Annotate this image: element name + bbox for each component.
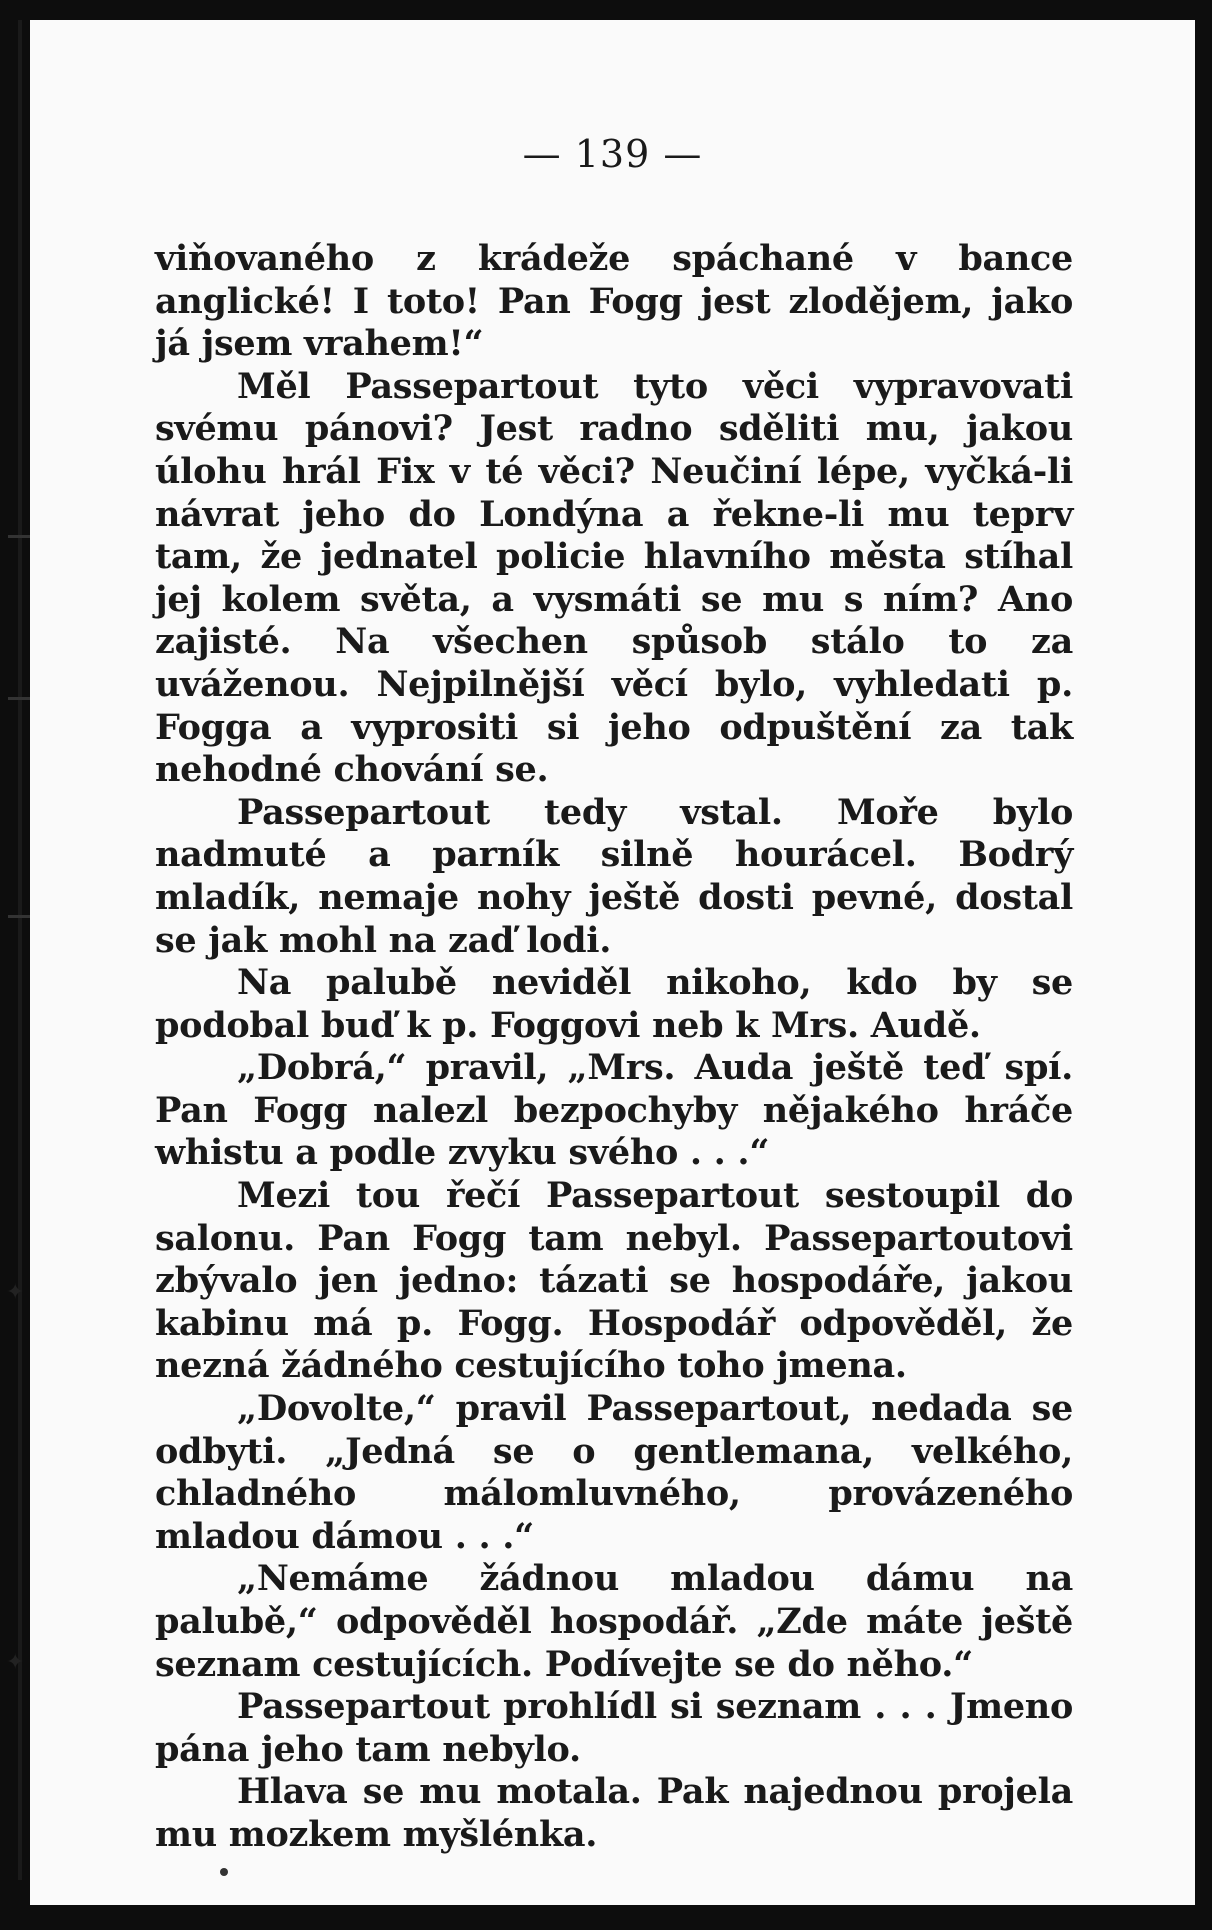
paragraph: Na palubě neviděl nikoho, kdo by se podobal buď k p. Foggovi neb k Mrs. Audě. xyxy=(155,962,1073,1046)
paragraph: Mezi tou řečí Passepartout sestoupil do salonu. Pan Fogg tam nebyl. Passepartoutovi zbývalo jen jedno: tázati se hospodáře, jakou kabinu má p. Fogg. Hospodář odpověděl, že nezná žádného cestujícího toho jmena. xyxy=(155,1175,1073,1387)
paragraph: Passepartout tedy vstal. Moře bylo nadmuté a parník silně hourácel. Bodrý mladík, nemaje nohy ještě dosti pevné, dostal se jak mohl na zaď lodi. xyxy=(155,791,1073,961)
book-page xyxy=(30,20,1195,1905)
paragraph: „Dovolte,“ pravil Passepartout, nedada se odbyti. „Jedná se o gentlemana, velkého, chladného málomluvného, provázeného mladou dámou . . .“ xyxy=(155,1388,1073,1557)
paragraph: Hlava se mu motala. Pak najednou projela mu mozkem myšlénka. xyxy=(155,1771,1073,1855)
paragraph: Měl Passepartout tyto věci vypravovati svému pánovi? Jest radno sděliti mu, jakou úlohu hrál Fix v té věci? Neučiní lépe, vyčká-li návrat jeho do Londýna a řekne-li mu teprv tam, že jednatel policie hlavního města stíhal jej kolem světa, a vysmáti se mu s ním? Ano zajisté. Na všechen spůsob stálo to za uváženou. Nejpilnější věcí bylo, vyhledati p. Fogga a vyprositi si jeho odpuštění za tak nehodné chování se. xyxy=(155,365,1073,791)
ink-speck xyxy=(220,1868,228,1876)
page-number: — 139 — xyxy=(522,132,703,176)
paragraph: „Dobrá,“ pravil, „Mrs. Auda ještě teď spí. Pan Fogg nalezl bezpochyby nějakého hráče whistu a podle zvyku svého . . .“ xyxy=(155,1047,1073,1174)
margin-arrow-icon: ✦ xyxy=(6,1650,25,1675)
binding-edge-line xyxy=(18,20,22,1880)
margin-arrow-icon: ✦ xyxy=(6,1280,25,1305)
paragraph: „Nemáme žádnou mladou dámu na palubě,“ odpověděl hospodář. „Zde máte ještě seznam cestujících. Podívejte se do něho.“ xyxy=(155,1558,1073,1685)
paragraph: viňovaného z krádeže spáchané v bance anglické! I toto! Pan Fogg jest zlodějem, jako já jsem vrahem!“ xyxy=(155,238,1073,365)
page-body-text xyxy=(155,238,1073,1857)
paragraph: Passepartout prohlídl si seznam . . . Jmeno pána jeho tam nebylo. xyxy=(155,1686,1073,1770)
